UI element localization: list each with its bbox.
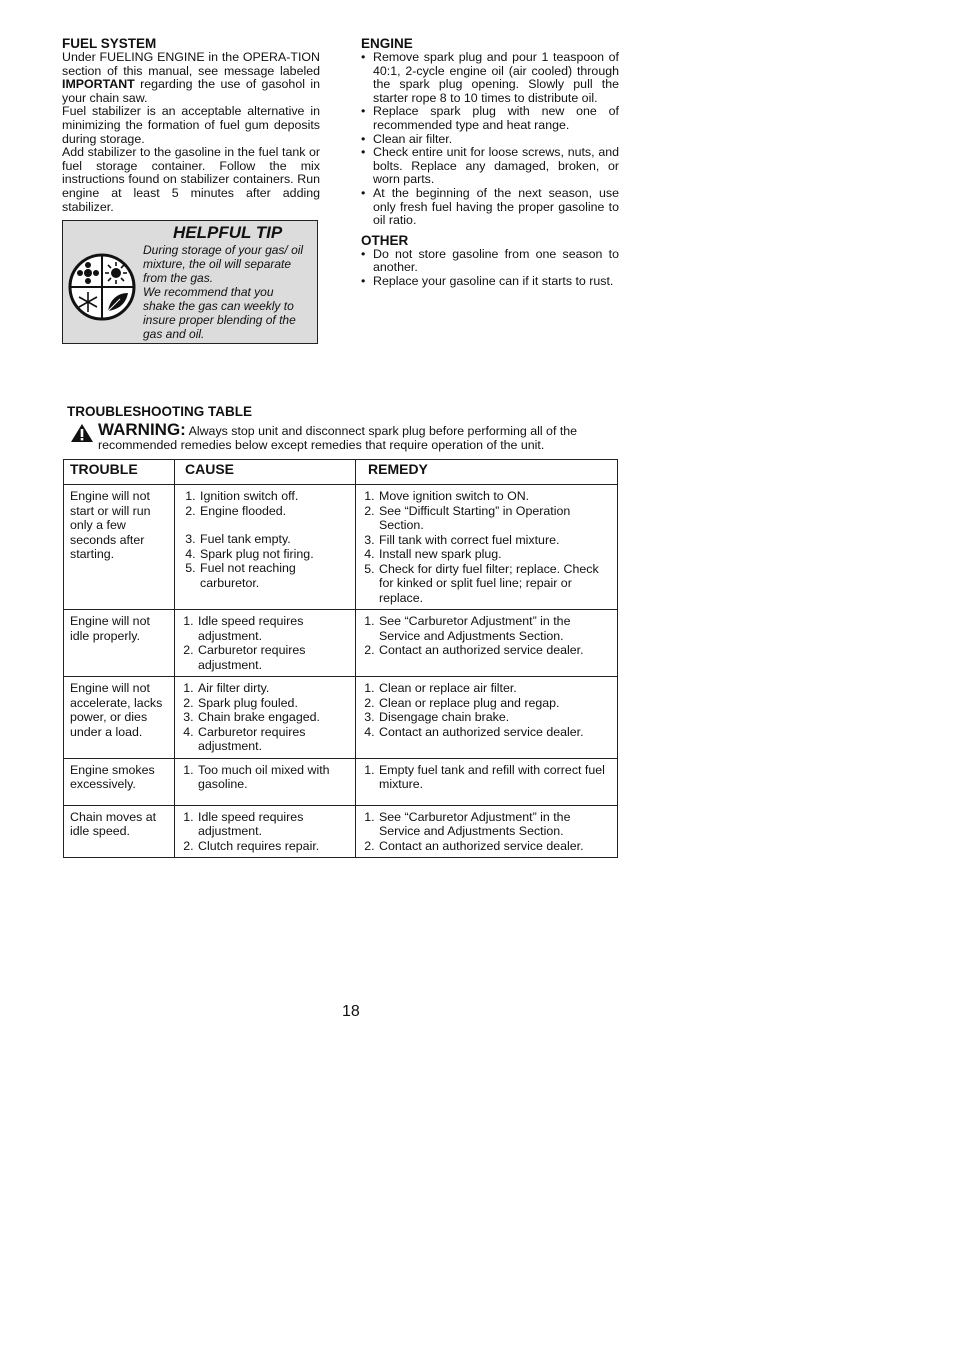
- table-header-row: [64, 460, 618, 485]
- helpful-tip-title: HELPFUL TIP: [173, 223, 283, 242]
- list-item: 1. Clean or replace air filter.: [378, 681, 611, 696]
- troubleshooting-table: [63, 459, 618, 858]
- fuel-system-paragraph-3: Add stabilizer to the gasoline in the fuel tank or fuel storage container. Follow the mix instructions found on stabilizer containers. Run engine at least 5 minutes after adding stabilizer.: [62, 145, 320, 214]
- trouble-cell: Engine smokes excessively.: [64, 758, 175, 805]
- list-item: 2. See “Difficult Starting” in Operation Section.: [378, 504, 611, 533]
- list-item: 2. Contact an authorized service dealer.: [378, 643, 611, 658]
- list-item: 2. Contact an authorized service dealer.: [378, 839, 611, 854]
- table-row: [64, 758, 618, 805]
- table-row: [64, 677, 618, 759]
- list-item: 4. Carburetor requires adjustment.: [197, 725, 349, 754]
- seasons-icon: [68, 253, 136, 321]
- warning-triangle-icon: [70, 423, 94, 443]
- list-item: 1. Idle speed requires adjustment.: [197, 614, 349, 643]
- other-heading: OTHER: [361, 232, 409, 248]
- list-item: 1. Empty fuel tank and refill with correct fuel mixture.: [378, 763, 611, 792]
- troubleshooting-heading: TROUBLESHOOTING TABLE: [67, 404, 252, 419]
- page-number: 18: [342, 1003, 360, 1020]
- list-item: • Replace your gasoline can if it starts to rust.: [361, 275, 619, 289]
- engine-section: [361, 36, 619, 289]
- helpful-tip-box: [62, 220, 318, 344]
- list-item: • Check entire unit for loose screws, nuts, and bolts. Replace any damaged, broken, or worn parts.: [361, 146, 619, 187]
- list-item: 5. Fuel not reaching carburetor.: [199, 561, 349, 590]
- engine-list: [361, 51, 619, 228]
- list-item: 1. See “Carburetor Adjustment” in the Service and Adjustments Section.: [378, 810, 611, 839]
- other-list: [361, 248, 619, 289]
- helpful-tip-text: [143, 243, 307, 341]
- list-item: 3. Disengage chain brake.: [378, 710, 611, 725]
- list-item: 3. Fuel tank empty.: [199, 532, 349, 547]
- helpful-tip-line-1: During storage of your gas/ oil mixture, the oil will separate from the gas.: [143, 243, 304, 285]
- list-item: 3. Fill tank with correct fuel mixture.: [378, 533, 611, 548]
- fuel-system-paragraph-1: Under FUELING ENGINE in the OPERA-TION section of this manual, see message labeled IMPORTANT regarding the use of gasohol in your chain saw.: [62, 50, 320, 105]
- list-item: 1. Move ignition switch to ON.: [378, 489, 611, 504]
- column-header-cause: CAUSE: [175, 460, 356, 485]
- list-item: 2. Spark plug fouled.: [197, 696, 349, 711]
- list-item: 1. Too much oil mixed with gasoline.: [197, 763, 349, 792]
- list-item: • At the beginning of the next season, use only fresh fuel having the proper gasoline to oil ratio.: [361, 187, 619, 228]
- list-item: 4. Spark plug not firing.: [199, 547, 349, 562]
- list-item: 1. Idle speed requires adjustment.: [197, 810, 349, 839]
- trouble-cell: Engine will not accelerate, lacks power, or dies under a load.: [64, 677, 175, 759]
- trouble-cell: Engine will not start or will run only a few seconds after starting.: [64, 485, 175, 610]
- column-header-trouble: TROUBLE: [64, 460, 175, 485]
- list-item: 5. Check for dirty fuel filter; replace. Check for kinked or split fuel line; repair or replace.: [378, 562, 611, 606]
- remedy-cell: [356, 610, 618, 677]
- table-row: [64, 485, 618, 610]
- table-row: [64, 805, 618, 858]
- list-item: 2. Engine flooded.: [199, 504, 349, 519]
- remedy-cell: [356, 677, 618, 759]
- list-item: • Do not store gasoline from one season to another.: [361, 248, 619, 275]
- list-item: 3. Chain brake engaged.: [197, 710, 349, 725]
- engine-heading: ENGINE: [361, 36, 413, 51]
- cause-cell: [175, 677, 356, 759]
- fuel-system-heading: FUEL SYSTEM: [62, 36, 157, 51]
- warning-notice: [68, 420, 628, 452]
- list-item: • Remove spark plug and pour 1 teaspoon of 40:1, 2-cycle engine oil (air cooled) through the spark plug opening. Slowly pull the starter rope 8 to 10 times to distribute oil.: [361, 51, 619, 105]
- remedy-cell: [356, 485, 618, 610]
- fuel-system-paragraph-2: Fuel stabilizer is an acceptable alternative in minimizing the formation of fuel gum deposits during storage.: [62, 104, 320, 146]
- cause-cell: [175, 805, 356, 858]
- trouble-cell: Engine will not idle properly.: [64, 610, 175, 677]
- list-item: 1. Air filter dirty.: [197, 681, 349, 696]
- list-item: 2. Clean or replace plug and regap.: [378, 696, 611, 711]
- list-item: 4. Contact an authorized service dealer.: [378, 725, 611, 740]
- fuel-system-section: [62, 36, 320, 214]
- warning-text-block: [68, 420, 598, 452]
- list-item: 1. See “Carburetor Adjustment” in the Service and Adjustments Section.: [378, 614, 611, 643]
- remedy-cell: [356, 805, 618, 858]
- list-item: • Clean air filter.: [361, 133, 619, 147]
- cause-cell: [175, 485, 356, 610]
- list-item: 2. Clutch requires repair.: [197, 839, 349, 854]
- warning-label: WARNING:: [98, 420, 186, 439]
- list-item: • Replace spark plug with new one of recommended type and heat range.: [361, 105, 619, 132]
- table-row: [64, 610, 618, 677]
- list-item: 1. Ignition switch off.: [199, 489, 349, 504]
- list-item: 2. Carburetor requires adjustment.: [197, 643, 349, 672]
- list-item: 4. Install new spark plug.: [378, 547, 611, 562]
- remedy-cell: [356, 758, 618, 805]
- helpful-tip-line-2: We recommend that you shake the gas can weekly to insure proper blending of the gas and oil.: [143, 285, 296, 341]
- warning-text: Always stop unit and disconnect spark plug before performing all of the recommended remedies below except remedies that require operation of the unit.: [98, 424, 578, 452]
- trouble-cell: Chain moves at idle speed.: [64, 805, 175, 858]
- column-header-remedy: REMEDY: [356, 460, 618, 485]
- cause-cell: [175, 758, 356, 805]
- cause-cell: [175, 610, 356, 677]
